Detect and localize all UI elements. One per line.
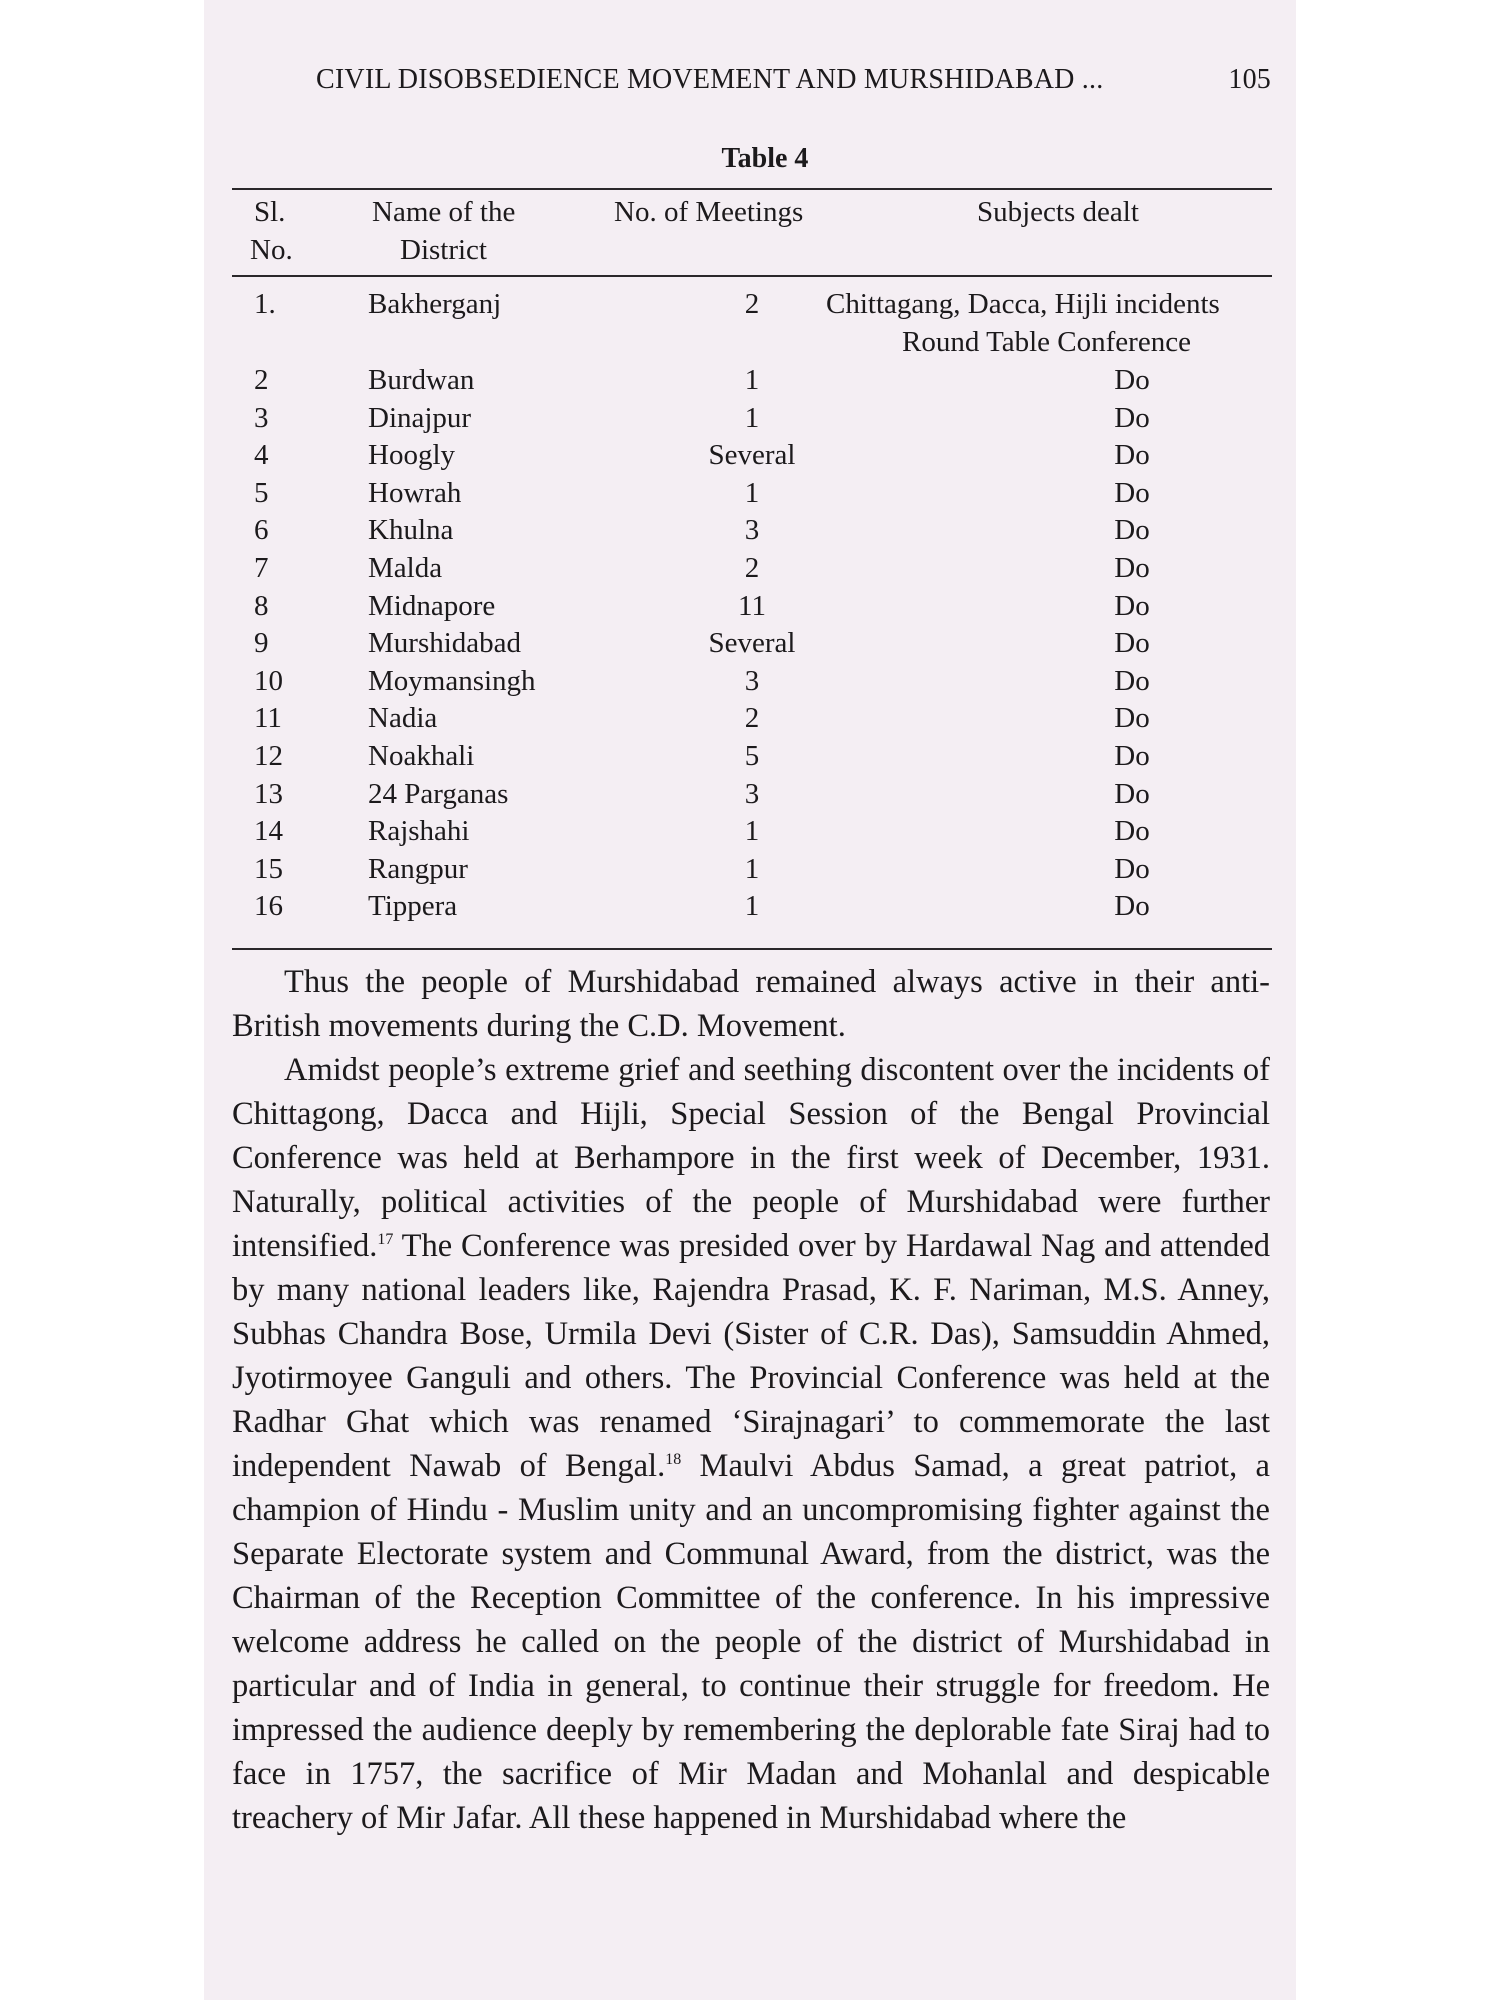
cell-district: Rangpur — [368, 852, 468, 885]
cell-subjects: Do — [1114, 439, 1150, 472]
cell-district: Khulna — [368, 514, 454, 547]
cell-district: Howrah — [368, 476, 462, 509]
cell-subjects: Do — [1114, 589, 1150, 622]
cell-meetings: 1 — [744, 852, 760, 885]
cell-meetings: 3 — [744, 777, 760, 810]
cell-district: Rajshahi — [368, 815, 470, 848]
cell-subjects: Chittagang, Dacca, Hijli incidents — [826, 288, 1220, 320]
cell-meetings: 2 — [744, 702, 760, 735]
cell-sl: 16 — [254, 890, 283, 923]
table-row — [232, 624, 1272, 662]
footnote-ref: 18 — [665, 1451, 682, 1469]
header-sl-2: No. — [250, 234, 293, 266]
cell-district: Malda — [368, 552, 443, 584]
header-name-1: Name of the — [372, 196, 516, 228]
paragraph: Amidst people’s extreme grief and seething discontent over the incidents of Chittagong, Dacca and Hijli, Special Session of the Bengal Provincial Conference was held at Berhampore in the first week of December, 1931. Naturally, political activities of the people of Murshidabad were further intensified.$^{17}$ The Conference was presided over by Hardawal Nag and attended by many national leaders like, Rajendra Prasad, K. F. Nariman, M.S. Anney, Subhas Chandra Bose, Urmila Devi (Sister of C.R. Das), Samsuddin Ahmed, Jyotirmoyee Ganguli and others. The Provincial Conference was held at the Radhar Ghat which was renamed ‘Sirajnagari’ to commemorate the last independent Nawab of Bengal.$^{18}$ Maulvi Abdus Samad, a great patriot, a champion of Hindu - Muslim unity and an uncompromising fighter against the Separate Electorate system and Communal Award, from the district, was the Chairman of the Reception Committee of the conference. In his impressive welcome address he called on the people of the district of Murshidabad in particular and of India in general, to continue their struggle for freedom. He impressed the audience deeply by remembering the deplorable fate Siraj had to face in 1757, the sacrifice of Mir Madan and Mohanlal and despicable treachery of Mir Jafar. All these happened in Murshidabad where the — [232, 1052, 1270, 1836]
cell-subjects: Do — [1114, 627, 1150, 660]
running-header-title: CIVIL DISOBSEDIENCE MOVEMENT AND MURSHIDABAD ... — [316, 64, 1104, 95]
table-row — [232, 549, 1272, 587]
table-row — [232, 699, 1272, 737]
table-row — [232, 511, 1272, 549]
header-subjects: Subjects dealt — [977, 196, 1139, 228]
cell-sl: 3 — [254, 401, 269, 434]
cell-meetings: 3 — [744, 664, 760, 697]
cell-district: Midnapore — [368, 589, 496, 622]
cell-meetings: Several — [708, 627, 796, 660]
cell-subjects: Do — [1114, 702, 1150, 735]
cell-subjects: Do — [1114, 664, 1150, 697]
running-header — [316, 64, 1271, 96]
cell-subjects: Do — [1114, 401, 1150, 434]
table-row — [232, 812, 1272, 850]
table-title: Table 4 — [721, 143, 809, 174]
cell-sl: 6 — [254, 514, 269, 547]
table-bottom-rule — [232, 948, 1272, 950]
cell-sl: 2 — [254, 364, 269, 396]
body-text — [232, 960, 1270, 1840]
cell-sl: 10 — [254, 664, 283, 697]
cell-district: Dinajpur — [368, 401, 472, 434]
cell-sl: 14 — [254, 815, 283, 848]
table-row — [232, 399, 1272, 437]
cell-district: Nadia — [368, 702, 438, 735]
cell-sl: 11 — [254, 702, 282, 735]
cell-district: Murshidabad — [368, 627, 522, 660]
cell-meetings: Several — [708, 439, 796, 472]
header-name-2: District — [400, 234, 487, 266]
cell-meetings: 1 — [744, 401, 760, 434]
cell-subjects: Do — [1114, 890, 1150, 923]
page-number: 105 — [1228, 64, 1271, 95]
table-row — [232, 361, 1272, 399]
cell-meetings: 1 — [744, 815, 760, 848]
cell-subjects: Do — [1114, 852, 1150, 885]
cell-subjects: Do — [1114, 476, 1150, 509]
cell-sl: 7 — [254, 552, 269, 584]
cell-subjects: Do — [1114, 740, 1150, 772]
cell-sl: 9 — [254, 627, 269, 660]
cell-sl: 4 — [254, 439, 269, 472]
cell-meetings: 1 — [744, 890, 760, 923]
cell-meetings: 5 — [744, 740, 760, 772]
cell-sl: 8 — [254, 589, 269, 622]
cell-sl: 1. — [254, 288, 276, 320]
cell-subjects: Do — [1114, 815, 1150, 848]
cell-meetings: 1 — [744, 364, 760, 396]
cell-district: Noakhali — [368, 740, 475, 772]
cell-district: Tippera — [368, 890, 458, 923]
cell-subjects-continued: Round Table Conference — [902, 326, 1191, 358]
cell-meetings: 3 — [744, 514, 760, 547]
table-top-rule — [232, 188, 1272, 190]
table-row — [232, 662, 1272, 700]
cell-meetings: 11 — [738, 589, 766, 622]
cell-sl: 13 — [254, 777, 283, 810]
table-row — [232, 285, 1272, 358]
cell-district: Hoogly — [368, 439, 455, 472]
cell-district: Bakherganj — [368, 288, 502, 320]
cell-district: 24 Parganas — [368, 777, 509, 810]
paragraph: Thus the people of Murshidabad remained always active in their anti-British movements during the C.D. Movement. — [232, 964, 1270, 1044]
cell-subjects: Do — [1114, 364, 1150, 396]
cell-meetings: 1 — [744, 476, 760, 509]
cell-meetings: 2 — [744, 552, 760, 584]
table-row — [232, 436, 1272, 474]
cell-district: Moymansingh — [368, 664, 536, 697]
footnote-ref: 17 — [377, 1231, 394, 1249]
cell-district: Burdwan — [368, 364, 475, 396]
table-row — [232, 775, 1272, 813]
table-row — [232, 474, 1272, 512]
header-sl-1: Sl. — [254, 196, 286, 228]
header-meetings: No. of Meetings — [614, 196, 804, 228]
table-row — [232, 737, 1272, 775]
table-row — [232, 587, 1272, 625]
cell-sl: 5 — [254, 476, 269, 509]
table-row — [232, 850, 1272, 888]
cell-sl: 15 — [254, 852, 283, 885]
cell-subjects: Do — [1114, 552, 1150, 584]
table-header-rule — [232, 275, 1272, 277]
cell-meetings: 2 — [744, 288, 760, 320]
cell-subjects: Do — [1114, 514, 1150, 547]
cell-sl: 12 — [254, 740, 283, 772]
table-row — [232, 887, 1272, 925]
cell-subjects: Do — [1114, 777, 1150, 810]
